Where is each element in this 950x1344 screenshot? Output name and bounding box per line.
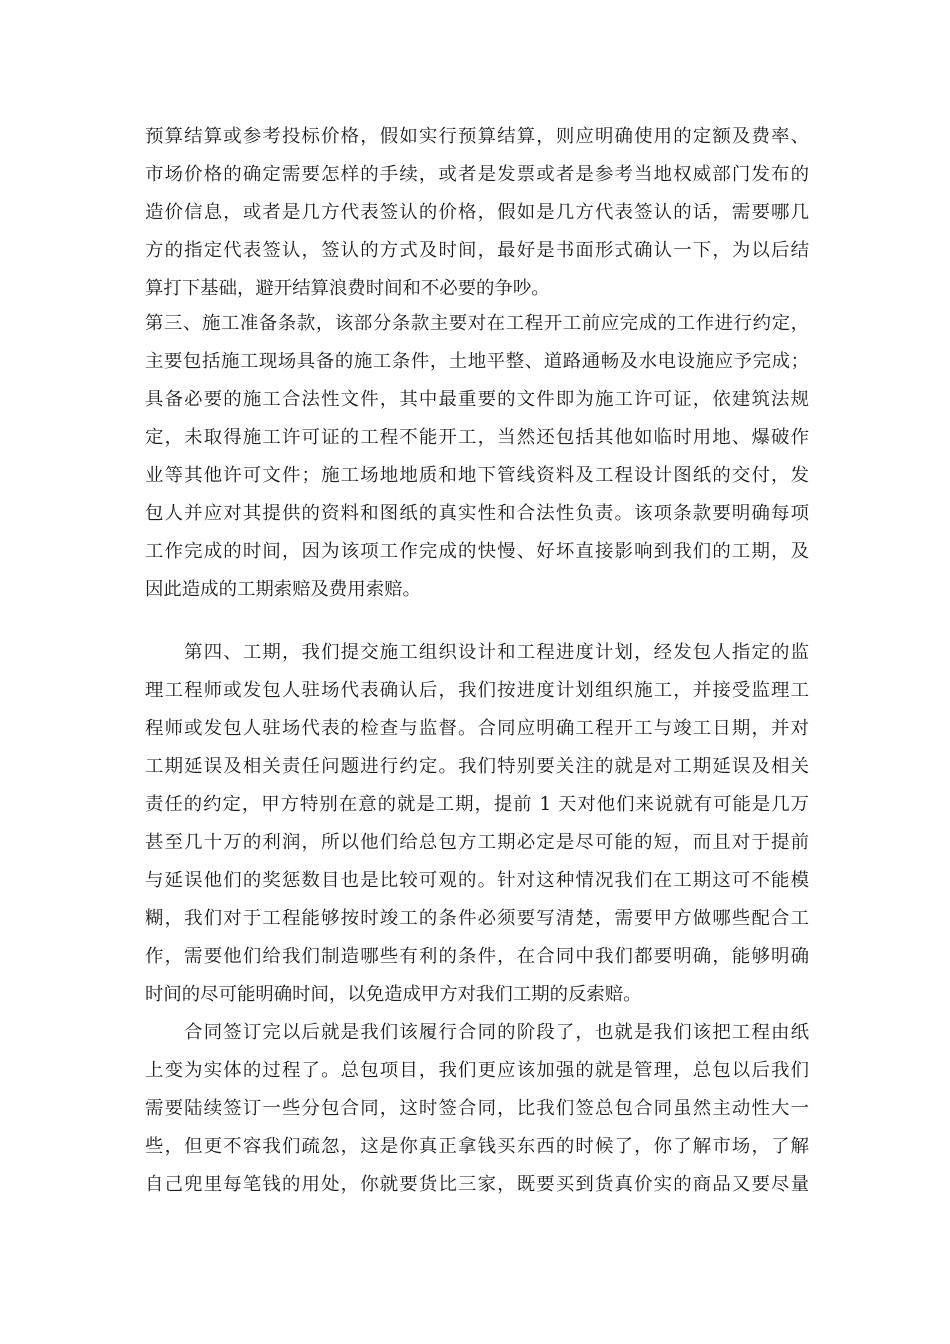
text-line: 责任的约定，甲方特别在意的就是工期，提前 1 天对他们来说就有可能是几万 [145, 794, 809, 815]
text-line: 第四、工期，我们提交施工组织设计和工程进度计划，经发包人指定的监 [145, 642, 809, 663]
text-line: 工期延误及相关责任问题进行约定。我们特别要关注的就是对工期延误及相关 [145, 756, 809, 777]
text-line: 自己兜里每笔钱的用处，你就要货比三家，既要买到货真价实的商品又要尽量 [145, 1174, 809, 1195]
text-line: 作，需要他们给我们制造哪些有利的条件，在合同中我们都要明确，能够明确 [145, 946, 809, 967]
text-line: 上变为实体的过程了。总包项目，我们更应该加强的就是管理，总包以后我们 [145, 1060, 809, 1081]
text-line: 业等其他许可文件；施工场地地质和地下管线资料及工程设计图纸的交付，发 [145, 465, 809, 486]
text-line: 具备必要的施工合法性文件，其中最重要的文件即为施工许可证，依建筑法规 [145, 389, 809, 410]
text-line: 需要陆续签订一些分包合同，这时签合同，比我们签总包合同虽然主动性大一 [145, 1098, 809, 1119]
text-line: 甚至几十万的利润，所以他们给总包方工期必定是尽可能的短，而且对于提前 [145, 832, 809, 853]
text-line: 理工程师或发包人驻场代表确认后，我们按进度计划组织施工，并接受监理工 [145, 680, 809, 701]
text-line: 糊，我们对于工程能够按时竣工的条件必须要写清楚，需要甲方做哪些配合工 [145, 908, 809, 929]
text-line: 定，未取得施工许可证的工程不能开工，当然还包括其他如临时用地、爆破作 [145, 427, 809, 448]
text-line: 算打下基础，避开结算浪费时间和不必要的争吵。 [145, 278, 550, 299]
text-line: 方的指定代表签认，签认的方式及时间，最好是书面形式确认一下，为以后结 [145, 240, 809, 261]
text-line: 主要包括施工现场具备的施工条件，土地平整、道路通畅及水电设施应予完成； [145, 351, 809, 372]
text-line: 些，但更不容我们疏忽，这是你真正拿钱买东西的时候了，你了解市场，了解 [145, 1136, 809, 1157]
text-line: 市场价格的确定需要怎样的手续，或者是发票或者是参考当地权威部门发布的 [145, 164, 809, 185]
text-line: 造价信息，或者是几方代表签认的价格，假如是几方代表签认的话，需要哪几 [145, 202, 809, 223]
text-line: 包人并应对其提供的资料和图纸的真实性和合法性负责。该项条款要明确每项 [145, 503, 809, 524]
text-line: 因此造成的工期索赔及费用索赔。 [145, 579, 421, 600]
text-line: 合同签订完以后就是我们该履行合同的阶段了，也就是我们该把工程由纸 [145, 1022, 809, 1043]
text-line: 预算结算或参考投标价格，假如实行预算结算，则应明确使用的定额及费率、 [145, 126, 809, 147]
text-line: 程师或发包人驻场代表的检查与监督。合同应明确工程开工与竣工日期，并对 [145, 718, 809, 739]
text-line: 工作完成的时间，因为该项工作完成的快慢、好坏直接影响到我们的工期，及 [145, 541, 809, 562]
text-line: 时间的尽可能明确时间，以免造成甲方对我们工期的反索赔。 [145, 984, 642, 1005]
text-line: 与延误他们的奖惩数目也是比较可观的。针对这种情况我们在工期这可不能模 [145, 870, 809, 891]
text-line: 第三、施工准备条款，该部分条款主要对在工程开工前应完成的工作进行约定， [145, 313, 809, 334]
